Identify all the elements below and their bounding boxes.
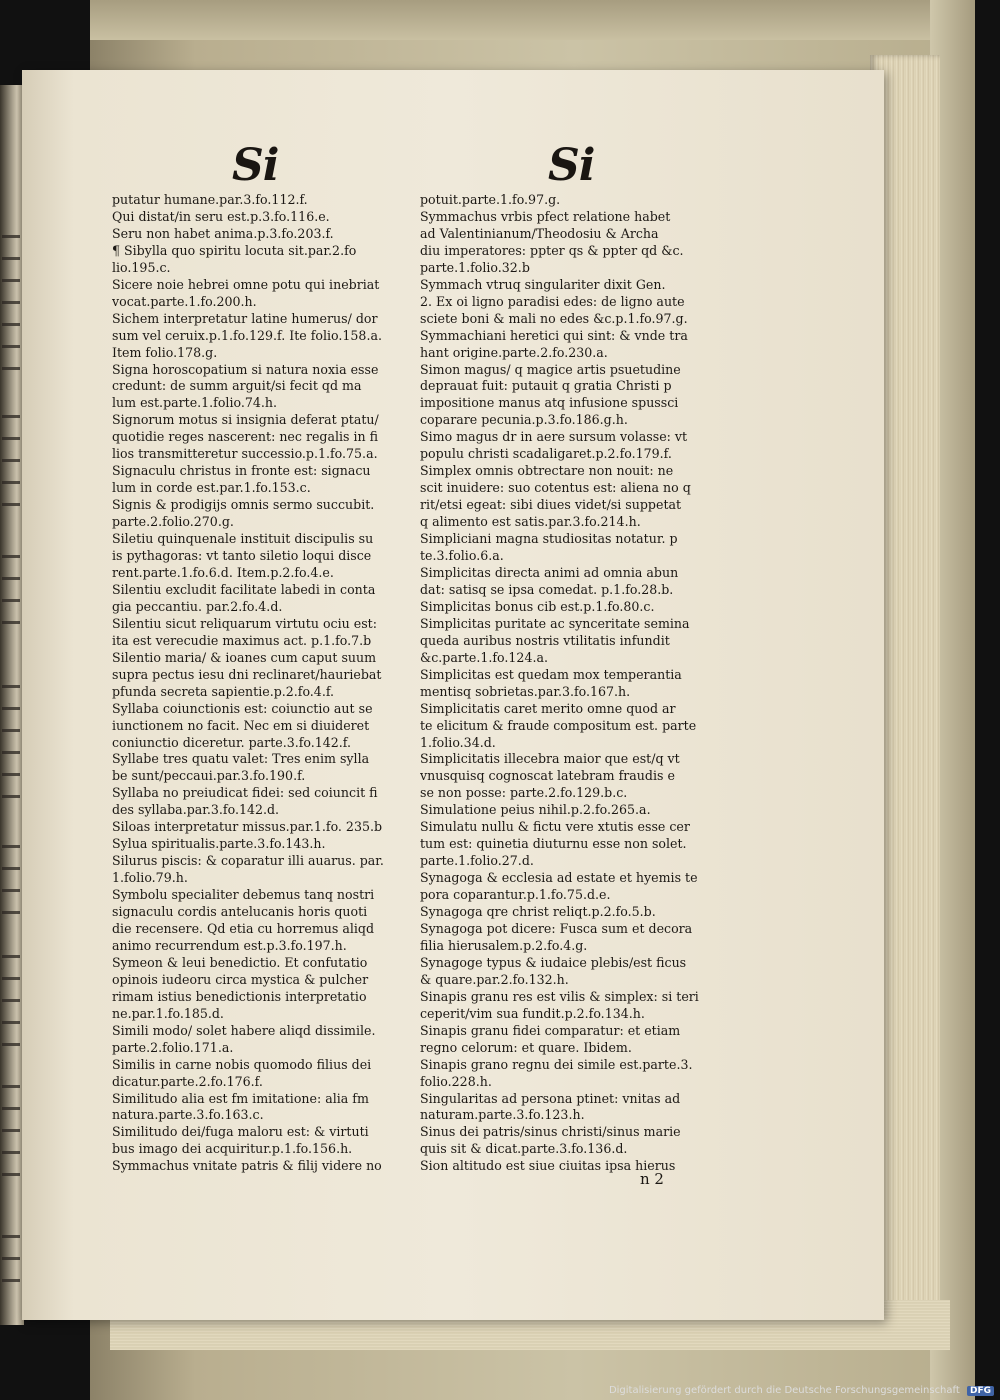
index-line: Silentiu excludit facilitate labedi in conta bbox=[112, 581, 376, 597]
index-line: parte.1.folio.32.b bbox=[420, 259, 530, 275]
index-line: Symeon & leui benedictio. Et confutatio bbox=[112, 954, 368, 970]
index-line: lum in corde est.par.1.fo.153.c. bbox=[112, 480, 311, 496]
index-line: coniunctio diceretur. parte.3.fo.142.f. bbox=[112, 734, 352, 750]
index-line: ita est verecudie maximus act. p.1.fo.7.b bbox=[112, 632, 372, 648]
index-line: Simplex omnis obtrectare non nouit: ne bbox=[420, 463, 674, 479]
index-line: sum vel ceruix.p.1.fo.129.f. Ite folio.158.a. bbox=[112, 327, 382, 343]
index-line: Sicere noie hebrei omne potu qui inebriat bbox=[112, 276, 380, 292]
index-line: Simo magus dr in aere sursum volasse: vt bbox=[420, 429, 688, 445]
index-line: opinois iudeoru circa mystica & pulcher bbox=[112, 971, 369, 987]
index-line: Synagoga & ecclesia ad estate et hyemis te bbox=[420, 870, 698, 886]
index-line: ¶ Sibylla quo spiritu locuta sit.par.2.fo bbox=[112, 242, 357, 258]
index-line: Simplicitatis illecebra maior que est/q vt bbox=[420, 751, 680, 767]
index-line: Sylua spiritualis.parte.3.fo.143.h. bbox=[112, 836, 326, 852]
index-line: potuit.parte.1.fo.97.g. bbox=[420, 192, 561, 207]
index-line: populu christi scadaligaret.p.2.fo.179.f. bbox=[420, 446, 672, 462]
index-line: Sinus dei patris/sinus christi/sinus marie bbox=[420, 1124, 681, 1140]
index-line: mentisq sobrietas.par.3.fo.167.h. bbox=[420, 683, 631, 699]
index-line: Item folio.178.g. bbox=[112, 344, 218, 360]
index-line: Sion altitudo est siue ciuitas ipsa hierus bbox=[420, 1158, 676, 1174]
index-line: parte.2.folio.171.a. bbox=[112, 1039, 234, 1055]
index-line: Syllaba coiunctionis est: coiunctio aut se bbox=[112, 700, 373, 716]
index-line: Simon magus/ q magice artis psuetudine bbox=[420, 361, 681, 377]
index-line: ceperit/vim sua fundit.p.2.fo.134.h. bbox=[420, 1005, 645, 1021]
index-line: Simplicitatis caret merito omne quod ar bbox=[420, 700, 676, 716]
index-line: signaculu cordis antelucanis horis quoti bbox=[112, 904, 368, 920]
index-line: q alimento est satis.par.3.fo.214.h. bbox=[420, 514, 641, 530]
index-line: tum est: quinetia diuturnu esse non solet. bbox=[420, 836, 687, 852]
index-line: 1.folio.79.h. bbox=[112, 870, 188, 886]
index-line: 1.folio.34.d. bbox=[420, 734, 496, 750]
index-line: Simulatu nullu & fictu vere xtutis esse cer bbox=[420, 819, 690, 835]
index-line: Symmachus vrbis pfect relatione habet bbox=[420, 208, 671, 224]
index-line: rit/etsi egeat: sibi diues videt/si suppetat bbox=[420, 497, 682, 513]
index-line: Qui distat/in seru est.p.3.fo.116.e. bbox=[112, 208, 330, 224]
digitization-credit bbox=[609, 1385, 994, 1396]
index-line: Silurus piscis: & coparatur illi auarus. par. bbox=[112, 853, 384, 869]
index-line: iunctionem no facit. Nec em si diuideret bbox=[112, 717, 370, 733]
index-line: Simplicitas directa animi ad omnia abun bbox=[420, 564, 679, 580]
index-line: bus imago dei acquiritur.p.1.fo.156.h. bbox=[112, 1141, 353, 1157]
index-line: Similis in carne nobis quomodo filius dei bbox=[112, 1056, 372, 1072]
index-line: scit inuidere: suo cotentus est: aliena no q bbox=[420, 480, 691, 496]
index-line: Silentio maria/ & ioanes cum caput suum bbox=[112, 649, 377, 665]
index-line: regno celorum: et quare. Ibidem. bbox=[420, 1039, 632, 1055]
index-line: is pythagoras: vt tanto siletio loqui disce bbox=[112, 548, 372, 564]
book-binding-top bbox=[90, 0, 970, 40]
index-line: se non posse: parte.2.fo.129.b.c. bbox=[420, 785, 628, 801]
index-line: te.3.folio.6.a. bbox=[420, 548, 504, 564]
index-line: die recensere. Qd etia cu horremus aliqd bbox=[112, 920, 375, 936]
index-line: ne.par.1.fo.185.d. bbox=[112, 1005, 224, 1021]
index-line: Signorum motus si insignia deferat ptatu/ bbox=[112, 412, 379, 428]
index-line: Seru non habet anima.p.3.fo.203.f. bbox=[112, 225, 334, 241]
index-line: sciete boni & mali no edes &c.p.1.fo.97.g. bbox=[420, 310, 688, 326]
index-line: pora coparantur.p.1.fo.75.d.e. bbox=[420, 887, 611, 903]
index-line: Syllaba no preiudicat fidei: sed coiuncit fi bbox=[112, 785, 378, 801]
index-line: ad Valentinianum/Theodosiu & Archa bbox=[420, 225, 659, 241]
index-line: Simplicitas bonus cib est.p.1.fo.80.c. bbox=[420, 598, 655, 614]
index-line: credunt: de summ arguit/si fecit qd ma bbox=[112, 378, 362, 394]
index-line: quotidie reges nascerent: nec regalis in fi bbox=[112, 429, 379, 445]
index-line: Synagoga pot dicere: Fusca sum et decora bbox=[420, 920, 693, 936]
index-line: Symmachus vnitate patris & filij videre no bbox=[112, 1158, 382, 1174]
index-line: parte.2.folio.270.g. bbox=[112, 514, 234, 530]
signature-mark: n 2 bbox=[640, 1170, 664, 1188]
index-line: gia peccantiu. par.2.fo.4.d. bbox=[112, 598, 283, 614]
index-line: impositione manus atq infusione spussci bbox=[420, 395, 679, 411]
index-line: folio.228.h. bbox=[420, 1073, 492, 1089]
index-line: Similitudo dei/fuga maloru est: & virtuti bbox=[112, 1124, 369, 1140]
index-line: & quare.par.2.fo.132.h. bbox=[420, 971, 569, 987]
index-line: des syllaba.par.3.fo.142.d. bbox=[112, 802, 280, 818]
index-line: diu imperatores: ppter qs & ppter qd &c. bbox=[420, 242, 684, 258]
index-line: Simplicitas est quedam mox temperantia bbox=[420, 666, 682, 682]
index-line: deprauat fuit: putauit q gratia Christi p bbox=[420, 378, 672, 394]
index-line: supra pectus iesu dni reclinaret/hauriebat bbox=[112, 666, 382, 682]
index-line: Symmachiani heretici qui sint: & vnde tra bbox=[420, 327, 688, 343]
index-line: animo recurrendum est.p.3.fo.197.h. bbox=[112, 937, 347, 953]
index-line: filia hierusalem.p.2.fo.4.g. bbox=[420, 937, 588, 953]
index-line: coparare pecunia.p.3.fo.186.g.h. bbox=[420, 412, 628, 428]
index-line: vnusquisq cognoscat latebram fraudis e bbox=[420, 768, 675, 784]
index-line: Siletiu quinquenale instituit discipulis su bbox=[112, 531, 374, 547]
index-line: Simpliciani magna studiositas notatur. p bbox=[420, 531, 678, 547]
index-line: &c.parte.1.fo.124.a. bbox=[420, 649, 548, 665]
index-line: natura.parte.3.fo.163.c. bbox=[112, 1107, 264, 1123]
index-column-right bbox=[420, 192, 720, 1175]
index-line: Simili modo/ solet habere aliqd dissimile. bbox=[112, 1022, 376, 1038]
index-line: Silentiu sicut reliquarum virtutu ociu est: bbox=[112, 615, 377, 631]
index-line: Sichem interpretatur latine humerus/ dor bbox=[112, 310, 378, 326]
running-head-left: Si bbox=[232, 140, 279, 191]
index-line: dicatur.parte.2.fo.176.f. bbox=[112, 1073, 263, 1089]
index-line: parte.1.folio.27.d. bbox=[420, 853, 534, 869]
index-line: lum est.parte.1.folio.74.h. bbox=[112, 395, 277, 411]
index-line: Simulatione peius nihil.p.2.fo.265.a. bbox=[420, 802, 651, 818]
index-line: lio.195.c. bbox=[112, 259, 171, 275]
index-line: hant origine.parte.2.fo.230.a. bbox=[420, 344, 608, 360]
dfg-logo: DFG bbox=[967, 1386, 994, 1396]
running-head-right: Si bbox=[548, 140, 595, 191]
index-line: Synagoge typus & iudaice plebis/est ficus bbox=[420, 954, 687, 970]
index-line: queda auribus nostris vtilitatis infundit bbox=[420, 632, 670, 648]
index-line: Siloas interpretatur missus.par.1.fo. 235.b bbox=[112, 819, 383, 835]
index-line: quis sit & dicat.parte.3.fo.136.d. bbox=[420, 1141, 628, 1157]
index-column-left bbox=[112, 192, 404, 1175]
index-line: Signis & prodigijs omnis sermo succubit. bbox=[112, 497, 375, 513]
index-line: Sinapis granu res est vilis & simplex: si teri bbox=[420, 988, 699, 1004]
index-line: 2. Ex oi ligno paradisi edes: de ligno aute bbox=[420, 293, 685, 309]
index-line: Sinapis granu fidei comparatur: et etiam bbox=[420, 1022, 681, 1038]
index-line: dat: satisq se ipsa comedat. p.1.fo.28.b. bbox=[420, 581, 674, 597]
index-line: lios transmitteretur successio.p.1.fo.75.a. bbox=[112, 446, 378, 462]
index-line: pfunda secreta sapientie.p.2.fo.4.f. bbox=[112, 683, 335, 699]
index-line: te elicitum & fraude compositum est. parte bbox=[420, 717, 697, 733]
index-line: Symbolu specialiter debemus tanq nostri bbox=[112, 887, 375, 903]
index-line: Signaculu christus in fronte est: signacu bbox=[112, 463, 371, 479]
index-line: be sunt/peccaui.par.3.fo.190.f. bbox=[112, 768, 306, 784]
index-line: Sinapis grano regnu dei simile est.parte.3. bbox=[420, 1056, 693, 1072]
facing-page-sliver bbox=[0, 85, 24, 1325]
index-line: Simplicitas puritate ac synceritate semina bbox=[420, 615, 690, 631]
index-line: naturam.parte.3.fo.123.h. bbox=[420, 1107, 585, 1123]
index-line: rimam istius benedictionis interpretatio bbox=[112, 988, 367, 1004]
index-line: Synagoga qre christ reliqt.p.2.fo.5.b. bbox=[420, 904, 656, 920]
index-line: vocat.parte.1.fo.200.h. bbox=[112, 293, 257, 309]
credit-text: Digitalisierung gefördert durch die Deutsche Forschungsgemeinschaft bbox=[608, 1385, 960, 1396]
index-line: Symmach vtruq singulariter dixit Gen. bbox=[420, 276, 666, 292]
index-line: putatur humane.par.3.fo.112.f. bbox=[112, 192, 308, 207]
index-line: Singularitas ad persona ptinet: vnitas ad bbox=[420, 1090, 681, 1106]
index-line: Similitudo alia est fm imitatione: alia fm bbox=[112, 1090, 369, 1106]
index-line: Signa horoscopatium si natura noxia esse bbox=[112, 361, 379, 377]
index-line: rent.parte.1.fo.6.d. Item.p.2.fo.4.e. bbox=[112, 564, 334, 580]
index-line: Syllabe tres quatu valet: Tres enim sylla bbox=[112, 751, 370, 767]
